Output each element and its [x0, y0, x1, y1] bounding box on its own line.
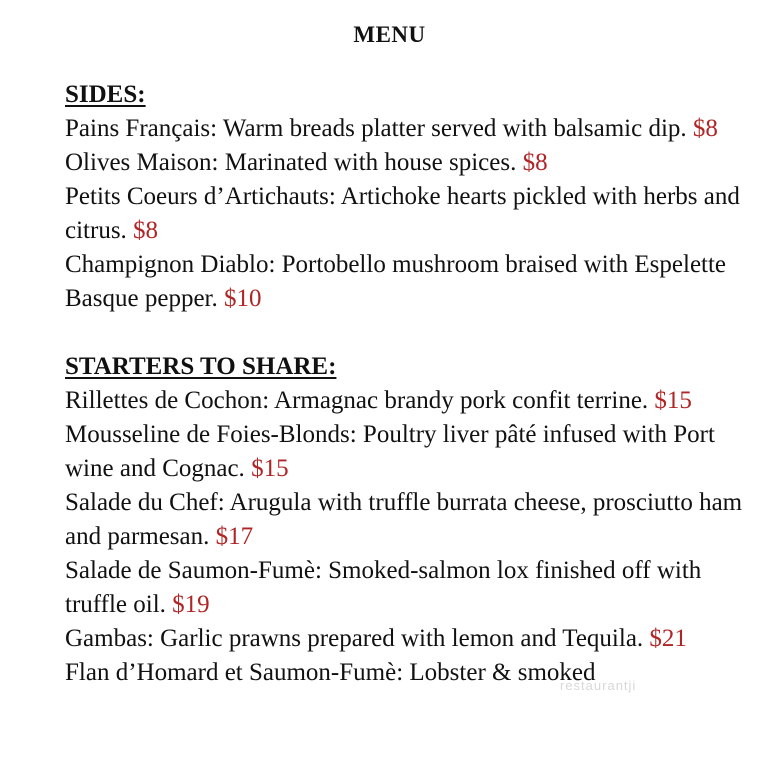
section-heading: SIDES:	[65, 81, 146, 108]
item-price: $8	[522, 149, 548, 176]
watermark: restaurantji	[560, 678, 637, 693]
menu-item	[65, 384, 755, 418]
item-price: $8	[133, 217, 159, 244]
item-description: Rillettes de Cochon: Armagnac brandy pork confit terrine.	[65, 387, 649, 414]
item-description: Pains Français: Warm breads platter served with balsamic dip.	[65, 115, 687, 142]
item-description: Salade de Saumon-Fumè: Smoked-salmon lox finished off with truffle oil.	[65, 557, 702, 618]
menu-item	[65, 248, 755, 316]
item-description: Olives Maison: Marinated with house spices.	[65, 149, 517, 176]
item-description: Flan d’Homard et Saumon-Fumè: Lobster & smoked	[65, 659, 596, 686]
item-description: Salade du Chef: Arugula with truffle burrata cheese, prosciutto ham and parmesan.	[65, 489, 743, 550]
item-price: $15	[654, 387, 692, 414]
menu-title: MENU	[353, 22, 426, 47]
item-price: $10	[223, 285, 262, 312]
item-description: Champignon Diablo: Portobello mushroom braised with Espelette Basque pepper.	[65, 251, 727, 312]
item-price: $15	[251, 455, 289, 482]
item-price: $17	[215, 523, 254, 550]
menu-item	[65, 656, 755, 690]
item-description: Petits Coeurs d’Artichauts: Artichoke hearts pickled with herbs and citrus.	[65, 183, 740, 244]
menu-item	[65, 112, 755, 146]
item-description: Mousseline de Foies-Blonds: Poultry liver pâté infused with Port wine and Cognac.	[65, 421, 715, 482]
item-price: $8	[692, 115, 718, 142]
section-heading: STARTERS TO SHARE:	[65, 353, 337, 380]
menu-item	[65, 622, 755, 656]
menu-item	[65, 486, 755, 554]
item-description: Gambas: Garlic prawns prepared with lemon and Tequila.	[65, 625, 644, 652]
menu-item	[65, 418, 755, 486]
menu-content	[65, 78, 755, 690]
item-price: $21	[649, 625, 687, 652]
menu-item	[65, 554, 755, 622]
section-sides	[65, 78, 755, 316]
item-price: $19	[172, 591, 210, 618]
section-starters	[65, 350, 755, 690]
menu-item	[65, 180, 755, 248]
menu-item	[65, 146, 755, 180]
